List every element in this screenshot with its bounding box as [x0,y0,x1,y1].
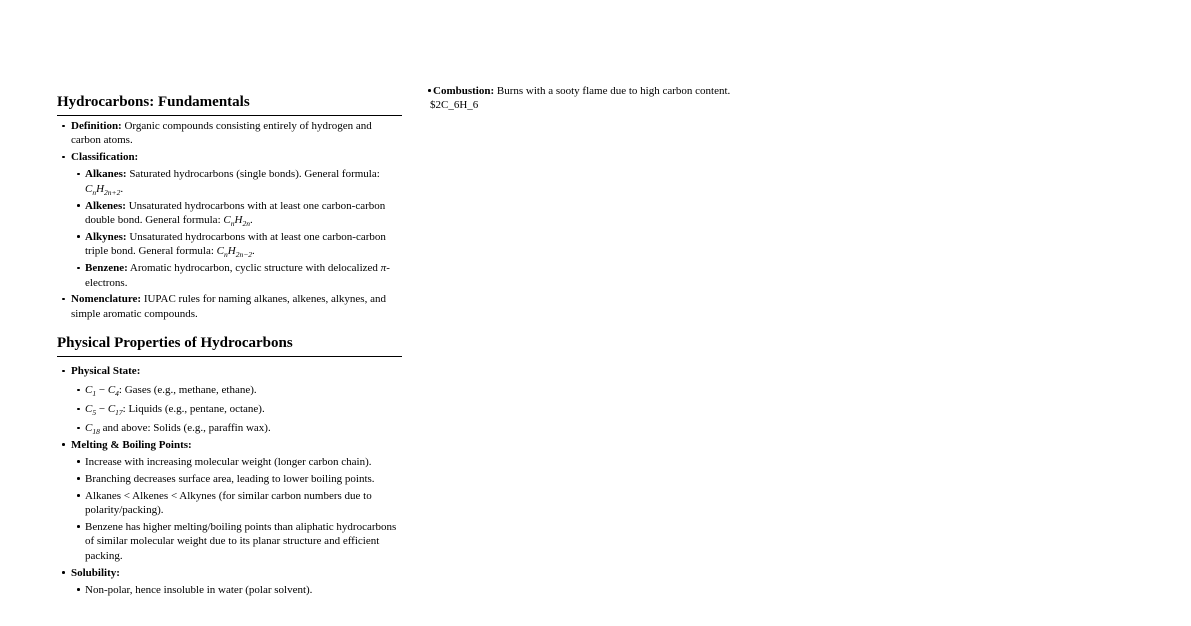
term-benzene: Benzene: [85,262,128,275]
state-gases-text: : Gases (e.g., methane, ethane). [118,384,257,397]
formula-var: H [96,182,105,195]
formula-var: C [216,245,224,258]
formula-c4 [107,384,119,399]
formula-alkynes [216,245,253,260]
list-item-combustion [424,84,746,98]
formula-alkenes [223,213,250,229]
alkynes-period: . [252,245,255,258]
list-item-physical-state [57,364,402,378]
list-item-mb-molecular-weight [71,455,402,469]
term-solubility: Solubility: [71,566,120,579]
formula-sub: 18 [92,427,100,437]
mb3-text: Alkanes < Alkenes < Alkynes (for similar carbon numbers due to polarity/packing). [85,489,372,517]
fundamentals-list [57,119,402,321]
formula-c5 [85,403,97,418]
formula-sub: 5 [92,408,97,418]
list-item-melting-boiling [57,438,402,452]
alkanes-period: . [120,182,124,195]
term-alkenes: Alkenes: [85,199,126,212]
formula-c17 [107,403,123,418]
list-item-solubility [57,566,402,580]
alkynes-text: Unsaturated hydrocarbons with at least one carbon-carbon triple bond. General formula: [85,230,386,258]
formula-sub: 2n+2 [104,187,121,197]
list-item-alkenes [71,199,402,228]
list-item-definition [57,119,402,148]
formula-var: C [85,403,93,416]
list-item-benzene [71,261,402,290]
formula-sub: n [230,219,235,229]
right-column [424,81,746,113]
range-dash: − [96,403,108,416]
list-item-mb-branching [71,472,402,486]
term-combustion: Combustion: [433,84,495,97]
formula-var: C [85,182,93,195]
formula-sub: 1 [92,389,97,399]
formula-sub: 4 [115,389,119,399]
formula-alkanes [85,183,120,195]
alkenes-text: Unsaturated hydrocarbons with at least one carbon-carbon double bond. General formula: [85,199,386,226]
benzene-text: Aromatic hydrocarbon, cyclic structure with delocalized [127,262,381,275]
pi-symbol: π [380,262,387,275]
physical-properties-list [57,364,402,597]
list-item-state-gases [71,383,402,397]
term-alkanes: Alkanes: [85,168,127,181]
benzene-after: -electrons. [85,262,390,289]
formula-c18 [85,422,100,437]
left-column [57,94,402,597]
section-title-physical-properties: Physical Properties of Hydrocarbons [57,335,402,357]
formula-sub: n [224,250,228,260]
list-item-alkynes [71,230,402,259]
nomenclature-text: IUPAC rules for naming alkanes, alkenes, alkynes, and simple aromatic compounds. [71,293,386,320]
formula-var: C [223,213,231,226]
list-item-mb-benzene [71,520,402,563]
mb1-text: Increase with increasing molecular weight (longer carbon chain). [85,455,372,468]
list-item-nomenclature [57,292,402,321]
formula-var: C [85,384,93,397]
mb2-text: Branching decreases surface area, leading to lower boiling points. [85,472,375,485]
list-item-state-solids [71,421,402,435]
alkanes-text: Saturated hydrocarbons (single bonds). General formula: [126,168,380,181]
list-item-state-liquids [71,402,402,416]
formula-var: H [227,245,236,258]
formula-sub: 2n−2 [235,250,253,260]
formula-sub: 2n [242,219,250,229]
formula-var: C [107,384,116,397]
list-item-solubility-nonpolar [71,583,402,597]
formula-var: H [234,213,243,226]
term-alkynes: Alkynes: [85,230,127,243]
term-nomenclature: Nomenclature: [71,293,142,306]
list-item-classification [57,150,402,164]
formula-sub: 17 [115,408,123,418]
list-item-alkanes [71,167,402,196]
mb4-text: Benzene has higher melting/boiling points than aliphatic hydrocarbons of similar molecular weight due to its planar structure and efficient packing. [85,520,397,562]
section-title-hydrocarbons-fundamentals: Hydrocarbons: Fundamentals [57,94,402,116]
term-definition: Definition: [71,120,122,132]
combustion-text: Burns with a sooty flame due to high carbon content. [494,84,731,97]
term-physical-state: Physical State: [71,365,141,378]
state-liquids-text: : Liquids (e.g., pentane, octane). [122,403,265,416]
formula-var: C [85,422,93,434]
term-classification: Classification: [71,151,139,164]
sol1-text: Non-polar, hence insoluble in water (polar solvent). [85,583,313,596]
formula-var: C [107,403,116,416]
list-item-mb-comparison [71,489,402,518]
formula-c1 [85,384,97,399]
state-solids-text: and above: Solids (e.g., paraffin wax). [99,422,271,434]
range-dash: − [96,384,108,397]
formula-sub: n [92,187,97,197]
raw-latex-line: $2C_6H_6 [430,99,479,112]
definition-text: Organic compounds consisting entirely of hydrogen and carbon atoms. [71,120,372,147]
alkenes-period: . [249,213,253,226]
term-melting-boiling: Melting & Boiling Points: [71,438,192,451]
